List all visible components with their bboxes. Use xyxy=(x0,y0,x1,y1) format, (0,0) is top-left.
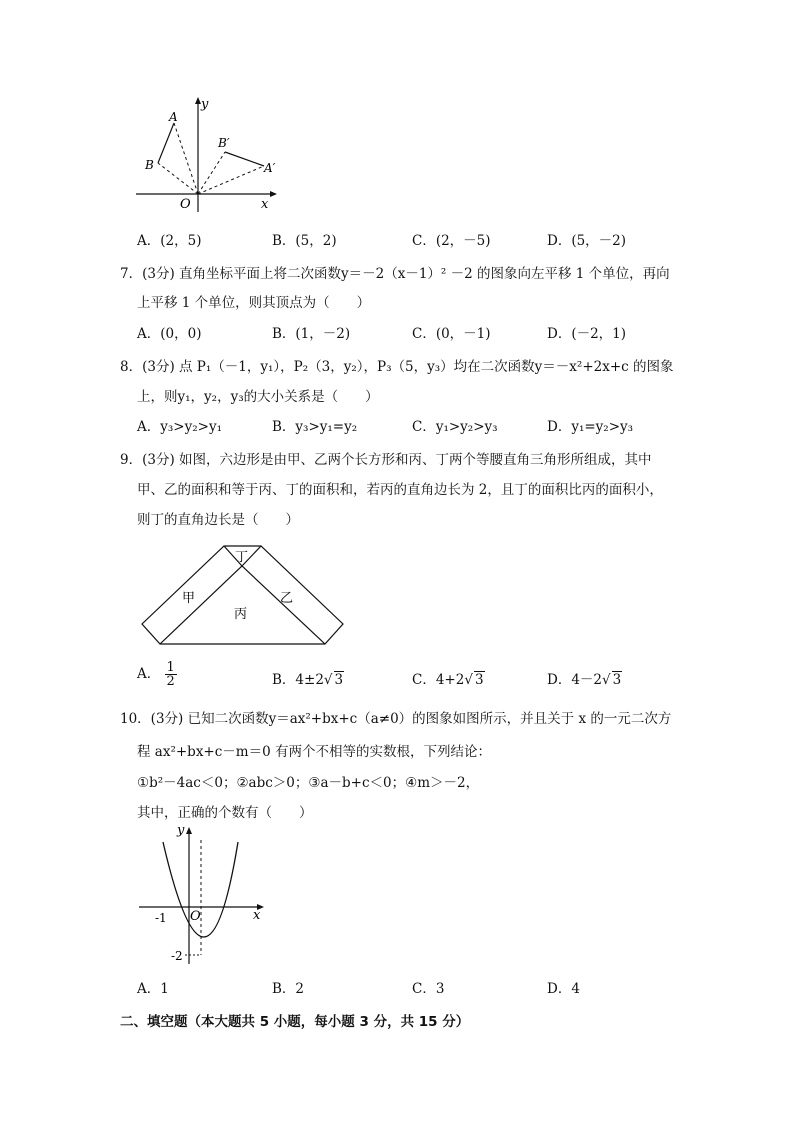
fig6-label-b: B xyxy=(145,158,154,172)
q9-hexagon-figure xyxy=(140,542,355,647)
q9-option-a-prefix: A． xyxy=(137,666,161,682)
q6-option-a: A．(2，5) xyxy=(137,233,202,249)
q9-option-c xyxy=(412,668,485,688)
q9-label-jia: 甲 xyxy=(182,591,196,606)
q9-option-d-main: 4－2 xyxy=(571,672,603,688)
q10-option-a: A．1 xyxy=(137,981,169,997)
fig6-label-a-prime: A′ xyxy=(264,161,276,175)
q7-stem-line1: 7．(3分) 直角坐标平面上将二次函数y＝－2（x－1）² －2 的图象向左平移 1 个单位，再向 xyxy=(120,266,670,282)
sqrt-icon: √ xyxy=(464,672,473,688)
q7-option-c: C．(0，－1) xyxy=(412,326,491,342)
q9-option-d-radicand: 3 xyxy=(612,672,622,688)
q9-option-c-prefix: C． xyxy=(412,672,436,688)
q10-parabola-figure xyxy=(135,822,270,967)
q7-option-a: A．(0，0) xyxy=(137,326,202,342)
q9-option-a-numerator: 1 xyxy=(166,660,175,675)
sqrt-icon: √ xyxy=(602,672,611,688)
q6-option-b: B．(5，2) xyxy=(272,233,337,249)
q9-option-c-main: 4+2 xyxy=(435,672,465,688)
sqrt-icon: √ xyxy=(323,672,333,688)
fig6-label-a: A xyxy=(169,110,178,124)
q10-fig-label-y: y xyxy=(177,823,185,838)
q8-stem-line2: 上，则y₁，y₂，y₃的大小关系是（ ） xyxy=(137,389,379,405)
q9-label-ding: 丁 xyxy=(235,550,249,565)
q7-stem-line2: 上平移 1 个单位，则其顶点为（ ） xyxy=(137,295,371,311)
q10-fig-label-neg2: -2 xyxy=(171,949,183,963)
q10-stem-line4: 其中，正确的个数有（ ） xyxy=(137,805,313,821)
q9-stem-line3: 则丁的直角边长是（ ） xyxy=(137,512,299,528)
fig6-label-y: y xyxy=(201,97,209,112)
q8-option-d: D．y₁=y₂>y₃ xyxy=(547,419,634,435)
fig6-label-o: O xyxy=(180,197,191,212)
q9-stem-line1: 9．(3分) 如图，六边形是由甲、乙两个长方形和丙、丁两个等腰直角三角形所组成，其中 xyxy=(120,452,652,468)
q10-fig-label-x: x xyxy=(253,908,261,923)
q10-stem-line2: 程 ax²+bx+c－m＝0 有两个不相等的实数根，下列结论： xyxy=(137,744,491,760)
q7-option-d: D．(－2，1) xyxy=(547,326,627,342)
q9-option-a-denominator: 2 xyxy=(166,674,175,689)
q10-fig-label-neg1: -1 xyxy=(155,911,167,925)
q8-stem-line1: 8．(3分) 点 P₁（－1，y₁），P₂（3，y₂），P₃（5，y₃）均在二次函数y＝－x²+2x+c 的图象 xyxy=(120,359,674,375)
q9-option-a xyxy=(137,661,177,688)
q9-option-a-fraction xyxy=(165,661,177,688)
q10-option-b: B．2 xyxy=(272,981,305,997)
q10-fig-label-o: O xyxy=(190,909,201,924)
section2-title: 二、填空题（本大题共 5 小题，每小题 3 分，共 15 分） xyxy=(120,1014,470,1030)
q9-option-b-prefix: B． xyxy=(272,672,296,688)
q9-option-d-prefix: D． xyxy=(547,672,572,688)
q9-label-bing: 丙 xyxy=(234,607,248,622)
q8-option-a: A．y₃>y₂>y₁ xyxy=(137,419,222,435)
q9-option-b-radicand: 3 xyxy=(334,672,344,688)
q6-option-d: D．(5，－2) xyxy=(547,233,627,249)
q6-coordinate-figure xyxy=(130,92,290,217)
q6-option-c: C．(2，－5) xyxy=(412,233,491,249)
q9-option-c-radicand: 3 xyxy=(474,672,484,688)
q9-stem-line2: 甲、乙的面积和等于丙、丁的面积和，若丙的直角边长为 2，且丁的面积比丙的面积小， xyxy=(137,482,663,498)
q10-stem-line1: 10．(3分) 已知二次函数y＝ax²+bx+c（a≠0）的图象如图所示，并且关于 x 的一元二次方 xyxy=(120,711,672,727)
q10-stem-line3: ①b²－4ac＜0；②abc＞0；③a－b+c＜0；④m＞－2， xyxy=(137,775,480,791)
q9-option-b xyxy=(272,668,344,688)
q9-option-d xyxy=(547,668,622,688)
q10-option-c: C．3 xyxy=(412,981,445,997)
q10-option-d: D．4 xyxy=(547,981,580,997)
fig6-label-b-prime: B′ xyxy=(218,136,230,150)
q8-option-c: C．y₁>y₂>y₃ xyxy=(412,419,498,435)
q7-option-b: B．(1，－2) xyxy=(272,326,351,342)
fig6-label-x: x xyxy=(261,197,269,212)
q8-option-b: B．y₃>y₁=y₂ xyxy=(272,419,358,435)
q9-option-b-main: 4±2 xyxy=(295,672,324,688)
q9-label-yi: 乙 xyxy=(280,591,294,606)
